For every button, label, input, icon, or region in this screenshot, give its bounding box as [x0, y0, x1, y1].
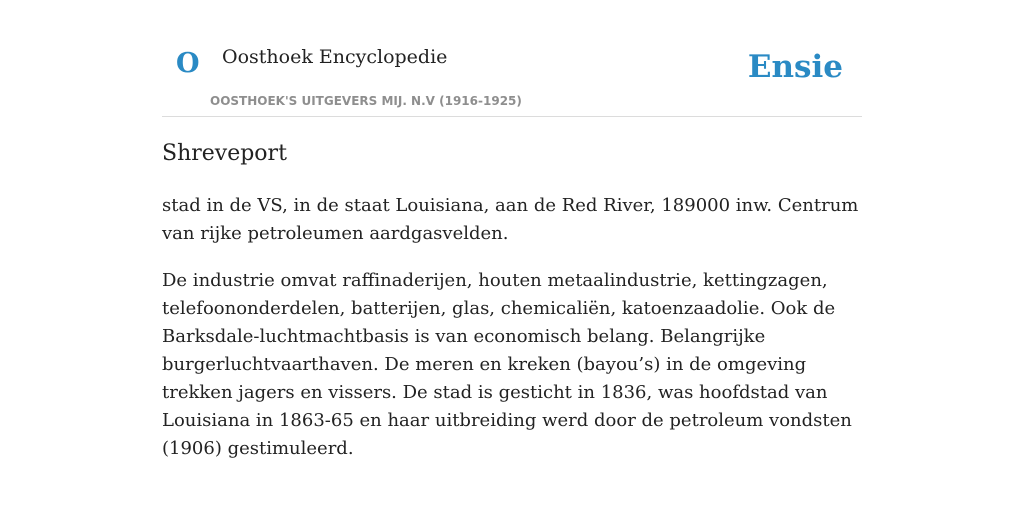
source-publisher: OOSTHOEK'S UITGEVERS MIJ. N.V (1916-1925) — [210, 94, 522, 108]
article-paragraph: De industrie omvat raffinaderijen, houten metaalindustrie, kettingzagen, telefoononderdelen, batterijen, glas, chemicaliën, katoenzaadolie. Ook de Barksdale-luchtmachtbasis is van economisch belang. Belangrijke burgerluchtvaarthaven. De meren en kreken (bayou’s) in de omgeving trekken jagers en vissers. De stad is gesticht in 1836, was hoofdstad van Louisiana in 1863-65 en haar uitbreiding werd door de petroleum vondsten (1906) gestimuleerd. — [162, 270, 852, 459]
article — [162, 138, 862, 463]
source-header — [162, 0, 862, 117]
source-title-link[interactable]: Oosthoek Encyclopedie — [222, 46, 448, 68]
ensie-logo-link[interactable]: Ensie — [747, 49, 843, 85]
article-paragraph: stad in de VS, in de staat Louisiana, aan de Red River, 189000 inw. Centrum van rijke petroleumen aardgasvelden. — [162, 195, 859, 244]
article-title: Shreveport — [162, 141, 287, 166]
source-logo[interactable]: O — [176, 48, 200, 79]
